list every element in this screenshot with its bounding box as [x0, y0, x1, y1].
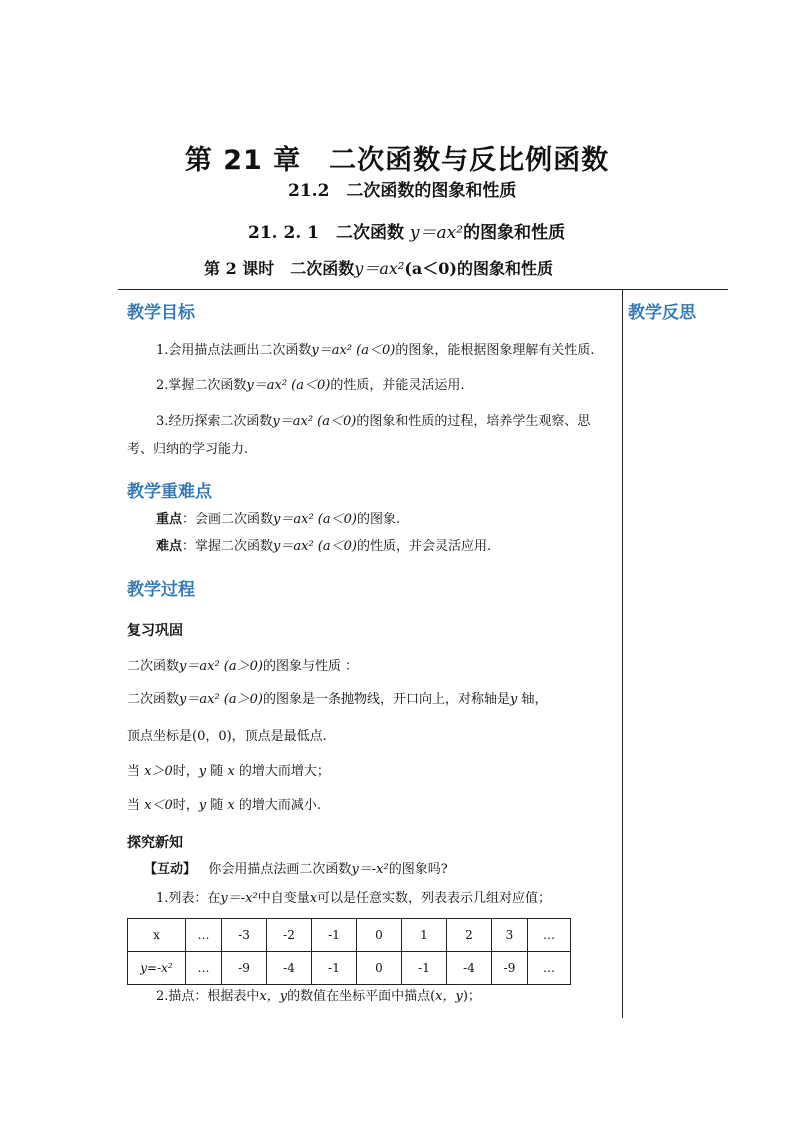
table-cell: x	[128, 919, 186, 952]
lesson-tail: 的图象和性质	[456, 259, 553, 278]
key-point-focus: 重点：会画二次函数y＝ax² (a＜0)的图象.	[156, 512, 401, 527]
table-cell: …	[528, 919, 571, 952]
values-table	[127, 918, 571, 985]
formula-y-ax2: y＝ax²	[354, 259, 405, 278]
subsection-tail: 的图象和性质	[463, 223, 566, 243]
table-cell: …	[186, 952, 222, 985]
frame-column-divider	[622, 290, 623, 1018]
table-cell: -3	[222, 919, 267, 952]
subsection-title	[248, 218, 565, 243]
step-1-line: 1.列表：在y＝-x²中自变量x可以是任意实数，列表表示几组对应值；	[156, 891, 552, 906]
subsection-num: 21. 2. 1 二次函数	[248, 223, 410, 243]
table-row	[128, 919, 571, 952]
table-cell: …	[528, 952, 571, 985]
lesson-pre: 第 2 课时 二次函数	[204, 259, 355, 278]
table-cell: …	[186, 919, 222, 952]
interaction-line: 【互动】 你会用描点法画二次函数y＝-x²的图象吗?	[144, 862, 448, 877]
table-cell: -1	[312, 952, 357, 985]
formula-y-ax2: y＝ax²	[409, 223, 464, 243]
step-2-line: 2.描点：根据表中x，y的数值在坐标平面中描点(x，y)；	[156, 989, 481, 1004]
objectives-heading: 教学目标	[127, 303, 195, 323]
table-cell: y=-x²	[128, 952, 186, 985]
table-row	[128, 952, 571, 985]
lesson-title	[204, 256, 553, 279]
table-cell: 0	[357, 952, 402, 985]
review-line-3: 顶点坐标是(0，0)，顶点是最低点.	[127, 729, 327, 744]
formula-condition: (a＜0)	[404, 259, 457, 278]
review-heading: 复习巩固	[127, 623, 183, 639]
table-cell: -2	[267, 919, 312, 952]
table-cell: -1	[312, 919, 357, 952]
key-points-heading: 教学重难点	[127, 482, 212, 502]
frame-top-rule	[118, 289, 728, 290]
table-cell: -4	[447, 952, 492, 985]
review-line-1: 二次函数y＝ax² (a＞0)的图象与性质 ：	[127, 659, 359, 674]
table-cell: -1	[402, 952, 447, 985]
table-cell: 1	[402, 919, 447, 952]
review-line-5: 当 x＜0时，y 随 x 的增大而减小.	[127, 798, 321, 813]
reflection-heading: 教学反思	[628, 303, 696, 323]
table-cell: 2	[447, 919, 492, 952]
table-cell: -9	[222, 952, 267, 985]
table-cell: 3	[492, 919, 528, 952]
review-line-4: 当 x＞0时，y 随 x 的增大而增大；	[127, 764, 330, 779]
table-cell: 0	[357, 919, 402, 952]
chapter-title: 第 21 章 二次函数与反比例函数	[184, 145, 610, 176]
key-point-difficulty: 难点：掌握二次函数y＝ax² (a＜0)的性质，并会灵活应用.	[156, 539, 492, 554]
process-heading: 教学过程	[127, 580, 195, 600]
table-cell: -9	[492, 952, 528, 985]
review-line-2: 二次函数y＝ax² (a＞0)的图象是一条抛物线，开口向上，对称轴是y 轴，	[127, 692, 548, 707]
section-title: 21.2 二次函数的图象和性质	[288, 181, 517, 201]
table-cell: -4	[267, 952, 312, 985]
objective-2: 2.掌握二次函数y＝ax² (a＜0)的性质，并能灵活运用.	[156, 378, 465, 393]
objective-3: 3.经历探索二次函数y＝ax² (a＜0)的图象和性质的过程，培养学生观察、思	[156, 414, 591, 429]
objective-3-line2: 考、归纳的学习能力.	[127, 442, 249, 457]
objective-1: 1.会用描点法画出二次函数y＝ax² (a＜0)的图象，能根据图象理解有关性质.	[156, 343, 595, 358]
explore-heading: 探究新知	[127, 835, 183, 851]
